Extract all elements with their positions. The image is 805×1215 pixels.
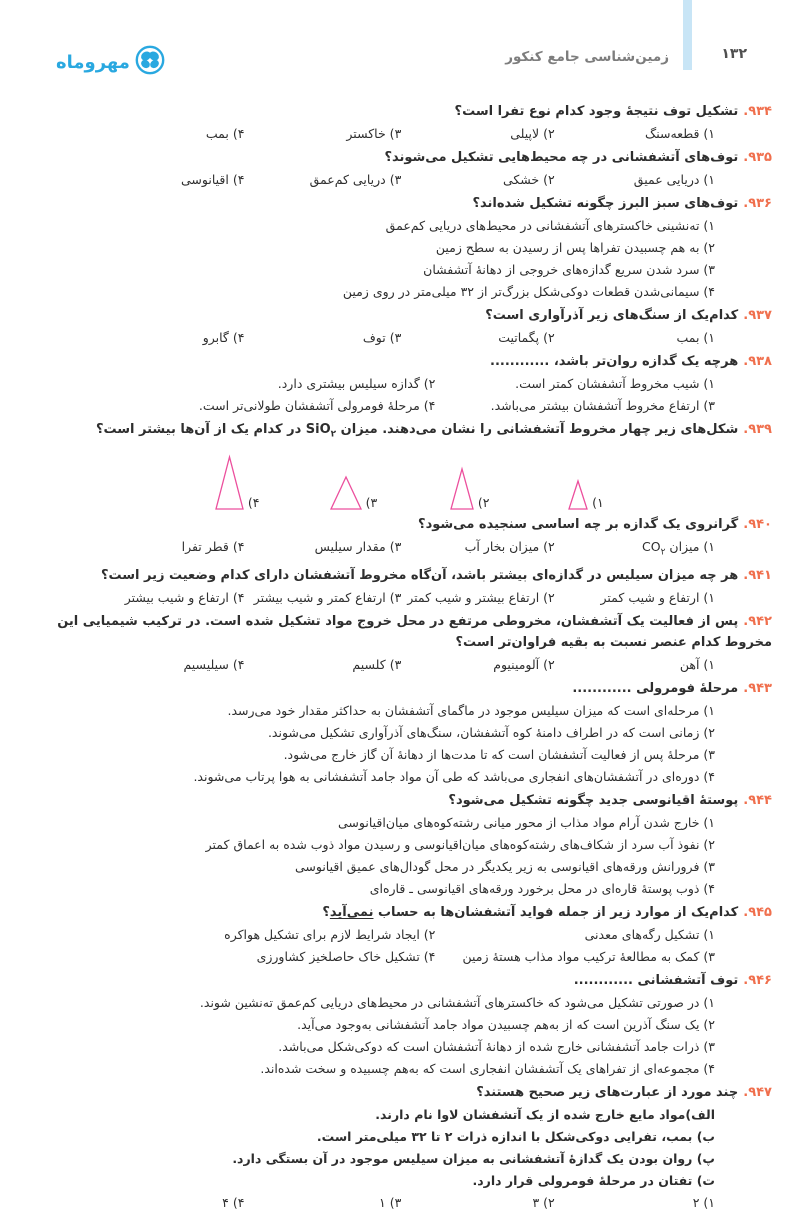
question-number: ۹۳۶. <box>743 196 772 211</box>
cone-label: ۲) <box>477 494 490 510</box>
option-4: ۴) ذوب پوستهٔ قاره‌ای در محل برخورد ورقه‌های اقیانوسی ـ قاره‌ای <box>369 881 715 897</box>
option-1: ۱) قطعه‌سنگ <box>645 126 715 141</box>
question-number: ۹۴۷. <box>743 1085 772 1101</box>
question-text: توف‌های آتشفشانی در چه محیط‌هایی تشکیل می‌شوند؟ <box>384 150 739 165</box>
question-934 <box>33 101 772 145</box>
question-text-part: در کدام یک از آن‌ها بیشتر است؟ <box>95 422 306 437</box>
cone-option-1 <box>528 452 644 510</box>
option-3: ۳) ارتفاع کمتر و شیب بیشتر <box>253 590 402 606</box>
question-939 <box>33 419 772 510</box>
volcano-triangle-icon <box>330 476 362 510</box>
option-4: ۴) ارتفاع و شیب بیشتر <box>124 590 245 606</box>
question-text: تشکیل توف نتیجهٔ وجود کدام نوع تفرا است؟ <box>454 104 739 119</box>
option-3: ۳) توف <box>362 330 402 345</box>
option-3: ۳) خاکستر <box>346 126 402 141</box>
questions-area <box>33 99 772 1215</box>
header-divider <box>683 0 692 70</box>
question-944 <box>33 790 772 900</box>
question-text: هرچه یک گدازه روان‌تر باشد، ............ <box>490 354 739 369</box>
options-row <box>33 169 772 191</box>
formula-subscript: ۲ <box>330 429 337 440</box>
question-number: ۹۴۲. <box>743 614 772 630</box>
options-row <box>33 123 772 145</box>
option-3: ۳) ۱ <box>379 1195 402 1211</box>
option-2: ۲) یک سنگ آذرین است که از به‌هم چسبیدن مواد جامد آتشفشانی به‌وجود می‌آید. <box>297 1017 715 1033</box>
option-1: ۱) دریایی عمیق <box>633 172 715 187</box>
chemical-formula <box>305 422 337 440</box>
question-number: ۹۴۵. <box>743 905 772 921</box>
option-1: ۱) تشکیل رگه‌های معدنی <box>584 927 715 943</box>
option-4: ۴) اقیانوسی <box>181 172 245 187</box>
cone-label: ۳) <box>365 494 378 510</box>
question-936 <box>33 193 772 303</box>
question-940 <box>33 514 772 564</box>
question-942 <box>33 611 772 676</box>
options-row <box>33 1192 772 1214</box>
option-2: ۲) پگماتیت <box>498 330 555 345</box>
question-text: پوستهٔ اقیانوسی جدید چگونه تشکیل می‌شود؟ <box>448 793 739 809</box>
question-941 <box>33 565 772 609</box>
option-2: ۲) نفوذ آب سرد از شکاف‌های رشته‌کوه‌های میان‌اقیانوسی و رسیدن مواد ذوب شده به اعماق کمتر <box>205 837 715 853</box>
page-number: ۱۳۲ <box>721 46 747 62</box>
options-row <box>33 327 772 349</box>
question-text: چند مورد از عبارت‌های زیر صحیح هستند؟ <box>476 1085 739 1101</box>
question-946 <box>33 970 772 1080</box>
option-4: ۴) ۴ <box>222 1195 245 1211</box>
option-4: ۴) تشکیل خاک حاصلخیز کشاورزی <box>256 949 436 965</box>
option-3: ۳) ارتفاع مخروط آتشفشان بیشتر می‌باشد. <box>490 398 715 413</box>
options-grid <box>33 373 772 417</box>
question-number: ۹۴۰. <box>743 516 772 532</box>
option-text-part: ۱) میزان <box>665 538 715 554</box>
option-3: ۳) کمک به مطالعهٔ ترکیب مواد مذاب هستهٔ زمین <box>462 949 715 965</box>
options-grid <box>33 924 772 968</box>
volcano-triangle-icon <box>215 456 244 510</box>
question-text: مرحلهٔ فومرولی ............ <box>572 681 739 697</box>
formula-base: CO <box>642 538 661 554</box>
option-4: ۴) دوره‌ای در آتشفشان‌های انفجاری می‌باشد که طی آن مواد جامد آتشفشانی به هوا پرتاب می‌شوند. <box>193 769 715 785</box>
question-943 <box>33 678 772 788</box>
cone-option-3 <box>295 452 411 510</box>
publisher-name: مهروماه <box>56 51 130 73</box>
question-number: ۹۳۹. <box>743 422 772 437</box>
question-text <box>95 422 739 440</box>
question-number: ۹۴۱. <box>743 568 772 584</box>
option-3: ۳) مرحلهٔ پس از فعالیت آتشفشان است که تا مدت‌ها از دهانهٔ آن گاز خارج می‌شود. <box>283 747 715 763</box>
option-1: ۱) خارج شدن آرام مواد مذاب از محور میانی رشته‌کوه‌های میان‌اقیانوسی <box>338 815 715 831</box>
question-945 <box>33 902 772 968</box>
question-935 <box>33 147 772 191</box>
question-text: کدام‌یک از سنگ‌های زیر آذرآواری است؟ <box>485 308 739 323</box>
option-1: ۱) ۲ <box>692 1195 715 1211</box>
options-row <box>33 587 772 609</box>
cone-label: ۴) <box>247 494 260 510</box>
statement-b: ب) بمب، تفرایی دوکی‌شکل با اندازه ذرات ۲ تا ۳۲ میلی‌متر است. <box>316 1129 715 1145</box>
option-2: ۲) ایجاد شرایط لازم برای تشکیل هواکره <box>224 927 436 943</box>
cone-label: ۱) <box>592 494 604 510</box>
option-1: ۱) مرحله‌ای است که میزان سیلیس موجود در ماگمای آتشفشان به حداکثر مقدار خود می‌رسد. <box>227 703 715 719</box>
question-text-part: کدام‌یک از موارد زیر از جمله فواید آتشفشان‌ها به حساب <box>373 905 739 921</box>
question-text: هر چه میزان سیلیس در گدازه‌ای بیشتر باشد، آن‌گاه مخروط آتشفشان دارای کدام وضعیت زیر است؟ <box>100 568 739 584</box>
option-1: ۱) در صورتی تشکیل می‌شود که خاکسترهای آتشفشانی در محیط‌های دریایی کم‌عمق ته‌نشین شوند. <box>199 995 715 1011</box>
option-2: ۲) ۳ <box>532 1195 555 1211</box>
question-text: توف‌های سبز البرز چگونه تشکیل شده‌اند؟ <box>472 196 739 211</box>
question-number: ۹۴۳. <box>743 681 772 697</box>
option-3: ۳) سرد شدن سریع گدازه‌های خروجی از دهانهٔ آتشفشان <box>423 262 715 277</box>
question-text: گرانروی یک گدازه بر چه اساسی سنجیده می‌شود؟ <box>418 516 739 532</box>
option-4: ۴) مجموعه‌ای از تفراهای یک آتشفشان انفجاری است که به‌هم چسبیده و سخت شده‌اند. <box>260 1061 715 1077</box>
option-3: ۳) دریایی کم‌عمق <box>309 172 402 187</box>
question-number: ۹۳۴. <box>743 104 772 119</box>
option-2: ۲) ارتفاع بیشتر و شیب کمتر <box>407 590 555 606</box>
option-2: ۲) زمانی است که در اطراف دامنهٔ کوه آتشفشان، سنگ‌های آذرآواری تشکیل می‌شوند. <box>267 725 715 741</box>
volcano-triangle-icon <box>568 480 588 510</box>
option-2: ۲) آلومینیوم <box>493 657 555 673</box>
statement-a: الف)مواد مایع خارج شده از یک آتشفشان لاوا نام دارند. <box>375 1107 715 1123</box>
question-number: ۹۴۶. <box>743 973 772 989</box>
option-3: ۳) کلسیم <box>352 657 402 673</box>
question-number: ۹۳۷. <box>743 308 772 323</box>
options-row <box>33 654 772 676</box>
option-3: ۳) ذرات جامد آتشفشانی خارج شده از دهانهٔ آتشفشان است که دوکی‌شکل می‌باشد. <box>278 1039 715 1055</box>
statement-t: ت) تفتان در مرحلهٔ فومرولی قرار دارد. <box>472 1173 715 1189</box>
publisher-logo <box>56 45 165 79</box>
chemical-formula <box>642 538 666 558</box>
option-2: ۲) خشکی <box>502 172 555 187</box>
question-text: پس از فعالیت یک آتشفشان، مخروطی مرتفع در محل خروج مواد تشکیل شده است. در ترکیب شیمیایی این مخروط کدام عنصر نسبت به بقیه فراوان‌تر است؟ <box>57 614 772 651</box>
question-938 <box>33 351 772 417</box>
option-1 <box>555 536 715 564</box>
option-2: ۲) به هم چسبیدن تفراها پس از رسیدن به سطح زمین <box>435 240 715 255</box>
option-3: ۳) مقدار سیلیس <box>314 538 402 554</box>
question-number: ۹۳۵. <box>743 150 772 165</box>
statement-p: پ) روان بودن یک گدازهٔ آتشفشانی به میزان سیلیس موجود در آن بستگی دارد. <box>232 1151 715 1167</box>
question-number: ۹۳۸. <box>743 354 772 369</box>
option-2: ۲) لاپیلی <box>510 126 555 141</box>
question-937 <box>33 305 772 349</box>
question-text <box>322 905 738 920</box>
option-2: ۲) میزان بخار آب <box>464 538 555 554</box>
option-1: ۱) ارتفاع و شیب کمتر <box>600 590 715 606</box>
options-row <box>33 536 772 564</box>
cone-option-2 <box>412 452 528 510</box>
option-4: ۴) سیمانی‌شدن قطعات دوکی‌شکل بزرگ‌تر از ۳۲ میلی‌متر در روی زمین <box>342 284 715 299</box>
question-number: ۹۴۴. <box>743 793 772 809</box>
option-3: ۳) فرورانش ورقه‌های اقیانوسی به زیر یکدیگر در محل گودال‌های عمیق اقیانوسی <box>294 859 715 875</box>
volcano-triangle-icon <box>450 468 474 510</box>
formula-subscript: ۲ <box>660 547 666 558</box>
cone-option-4 <box>179 452 295 510</box>
underlined-word: نمی‌آید <box>329 905 374 921</box>
question-text-part: ؟ <box>322 905 330 921</box>
formula-base: SiO <box>305 422 331 437</box>
question-text: توف آتشفشانی ............ <box>573 973 739 989</box>
butterfly-logo-icon <box>135 45 165 79</box>
option-1: ۱) آهن <box>679 657 715 673</box>
option-4: ۴) بمب <box>205 126 245 141</box>
option-1: ۱) بمب <box>676 330 715 345</box>
option-4: ۴) قطر تفرا <box>181 538 245 554</box>
option-2: ۲) گدازه سیلیس بیشتری دارد. <box>277 376 436 391</box>
option-1: ۱) ته‌نشینی خاکسترهای آتشفشانی در محیط‌های دریایی کم‌عمق <box>385 218 715 233</box>
option-1: ۱) شیب مخروط آتشفشان کمتر است. <box>515 376 715 391</box>
page-header <box>0 0 805 96</box>
option-4: ۴) مرحلهٔ فومرولی آتشفشان طولانی‌تر است. <box>198 398 436 413</box>
question-text-part: شکل‌های زیر چهار مخروط آتشفشانی را نشان می‌دهند. میزان <box>336 422 739 437</box>
option-4: ۴) سیلیسیم <box>183 657 245 673</box>
book-title: زمین‌شناسی جامع کنکور <box>505 49 669 65</box>
question-947 <box>33 1082 772 1214</box>
volcano-cones-diagram <box>179 452 644 510</box>
option-4: ۴) گابرو <box>202 330 245 345</box>
